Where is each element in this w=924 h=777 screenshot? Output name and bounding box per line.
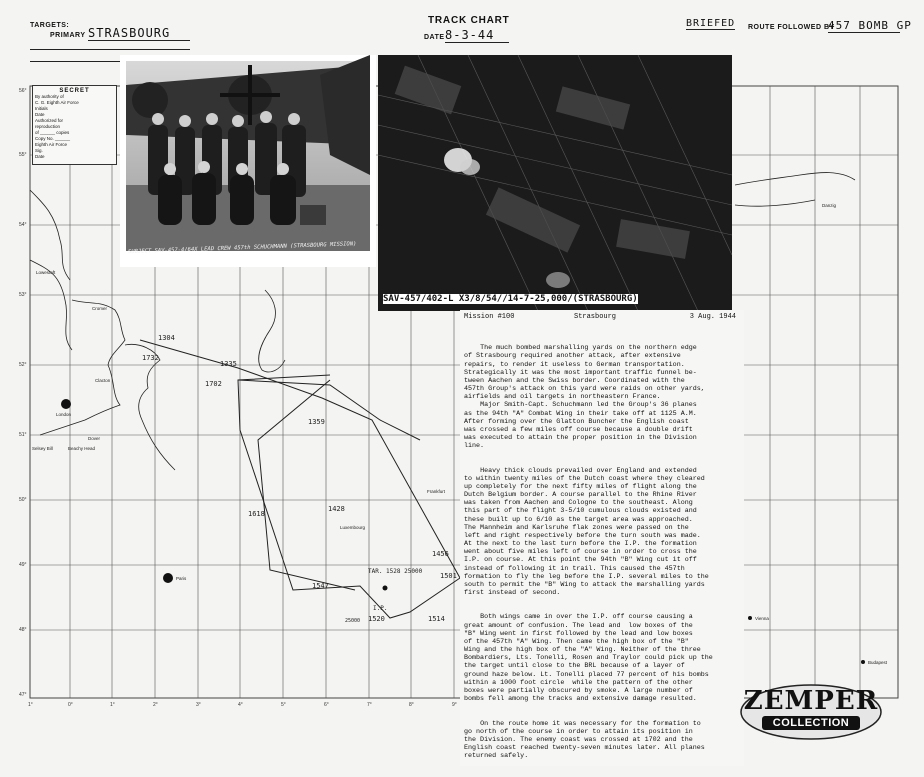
briefed-label: BRIEFED: [686, 18, 736, 29]
report-mission: Mission #100: [464, 313, 515, 321]
date-value: 8-3-44: [445, 28, 509, 43]
secret-line: By authority of: [35, 94, 64, 99]
lon-label: 1°: [110, 702, 115, 708]
place-london: London: [56, 412, 72, 417]
date-label: DATE: [424, 34, 445, 41]
lat-label: 49°: [19, 562, 27, 568]
aerial-photo-caption: SAV-457/402-L X3/8/54//14-7-25,000/(STRASBOURG): [383, 294, 638, 304]
place-danzig: Danzig: [822, 203, 837, 208]
report-paragraph: Heavy thick clouds prevailed over England and extended to within twenty miles of the Dutch coast where they cleared up completely for the next fifty miles of flight along the Dutch Belgium border. A course parallel to the Rhine River was taken from Aachen and Cologne to the southeast. Along this part of the flight 3-5/10 cumulous clouds existed and these built up to 6/10 as the target area was approached. The Mannheim and Karlsruhe flak zones were passed on the left and right respectively before the turn south was made. At the next to the last turn before the I.P. the formation went about five miles left of course in order to cross the I.P. on course. At this point the 94th "B" Wing cut it off instead of following it in trail. This caused the 457th formation to fly the leg before the I.P. several miles to the south to permit the "B" Wing to attack the marshalling yards first instead of second.: [464, 466, 709, 597]
altitude-label: 25000: [345, 618, 361, 624]
primary-target-value: STRASBOURG: [88, 26, 190, 41]
zemper-collection-logo: [738, 682, 884, 742]
report-paragraph: Both wings came in over the I.P. off course causing a great amount of confusion. The lead and low boxes of the "B" Wing went in first followed by the lead and low boxes of the 457th "A" Wing. Then came the high box of the "B" Wing and the high box of the "A" Wing. Neither of the three Bombardiers, Lts. Tonelli, Rosen and Traylor could pick up the the target until close to the BRL because of a layer of ground haze below. Lt. Tonelli placed 77 percent of his bombs within a 1000 foot circle while the pattern of the other boxes were partially obscured by smoke. A large number of bombs fell among the tracks and extensive damage resulted.: [464, 613, 713, 704]
city-dot: [748, 616, 752, 620]
place-cromer: Cromer: [92, 306, 108, 311]
place-clacton: Clacton: [95, 378, 111, 383]
secret-line: reproduction: [35, 124, 61, 129]
place-budapest: Budapest: [868, 660, 888, 665]
secret-line: of ______ copies: [35, 130, 70, 135]
ip-label: I.P.: [373, 605, 388, 612]
city-dot: [61, 399, 71, 409]
france-coast: [125, 344, 175, 470]
lon-label: 2°: [153, 702, 158, 708]
lon-label: 1°: [28, 702, 33, 708]
place-lowestoft: Lowestoft: [36, 270, 56, 275]
logo-text-top: ZEMPER: [743, 686, 879, 716]
time-label: 1547: [312, 582, 329, 590]
route-out: [140, 340, 460, 618]
secret-line: Date: [35, 112, 45, 117]
report-place: Strasbourg: [574, 313, 617, 321]
place-dover: Dover: [88, 436, 101, 441]
secret-stamp: [32, 85, 117, 165]
lat-label: 48°: [19, 627, 27, 633]
bomb-time-label: TAR. 1528 25000: [368, 568, 423, 575]
secret-line: C. G. Eighth Air Force: [35, 100, 79, 105]
lat-label: 53°: [19, 292, 27, 298]
lon-label: 5°: [281, 702, 286, 708]
aerial-photo-image: [378, 55, 732, 311]
crew-photo-caption: SUBJECT SAV-457-4/64X LEAD CREW 457th SCHUCHMANN (STRASBOURG MISSION): [127, 241, 357, 256]
report-body: [464, 328, 740, 777]
secret-title: SECRET: [59, 88, 90, 94]
route-followed-value: 457 BOMB GP: [828, 19, 912, 32]
chart-title: TRACK CHART: [428, 15, 510, 26]
targets-label: TARGETS:: [30, 22, 70, 29]
time-label: 1514: [428, 615, 445, 623]
lon-label: 8°: [409, 702, 414, 708]
lat-label: 52°: [19, 362, 27, 368]
city-dot: [163, 573, 173, 583]
lon-label: 3°: [196, 702, 201, 708]
lat-label: 54°: [19, 222, 27, 228]
place-vienna: Vienna: [755, 616, 769, 621]
place-selsey: Selsey Bill: [32, 446, 53, 451]
mission-report: [460, 310, 744, 766]
lat-label: 50°: [19, 497, 27, 503]
time-label: 1618: [248, 510, 265, 518]
lat-label: 56°: [19, 88, 27, 94]
lon-label: 0°: [68, 702, 73, 708]
route-track: [140, 340, 460, 618]
secret-line: Date: [35, 154, 45, 159]
report-paragraph: The much bombed marshalling yards on the northern edge of Strasbourg required another attack, after extensive repairs, to render it useless to German transportation. Strategically it was the most important traffic funnel be- tween Aachen and the Swiss border. Coordinated with the 457th Group's attack on this yard were raids on other yards, airfields and oil targets in northeastern France. Major Smith-Capt. Schuchmann led the Group's 36 planes as the 94th "A" Combat Wing in their take off at 1125 A.M. After forming over the Glatton Buncher the English coast was crossed a few miles off course because a double drift was executed to attain the proper position in the Division line.: [464, 344, 705, 451]
time-label: 1732: [142, 354, 159, 362]
route-followed-label: ROUTE FOLLOWED BY: [748, 24, 835, 31]
lon-label: 9°: [452, 702, 457, 708]
city-dot: [861, 660, 865, 664]
time-label: 1335: [220, 360, 237, 368]
lon-label: 7°: [367, 702, 372, 708]
route-leg: [238, 380, 420, 440]
lon-label: 6°: [324, 702, 329, 708]
time-label: 1456: [432, 550, 449, 558]
time-label: 1501: [440, 572, 457, 580]
secret-line: Authorized for: [35, 118, 64, 123]
time-label: 1359: [308, 418, 325, 426]
route-alt: [258, 380, 355, 590]
crew-photo: [120, 55, 376, 267]
place-frankfurt: Frankfurt: [427, 489, 446, 494]
lat-label: 51°: [19, 432, 27, 438]
time-label: 1428: [328, 505, 345, 513]
crew-photo-image: [120, 55, 376, 267]
report-date: 3 Aug. 1944: [689, 313, 736, 321]
aerial-recon-photo: [378, 55, 732, 311]
baltic-coast: [735, 173, 855, 185]
place-beachy: Beachy Head: [68, 446, 96, 451]
lon-label: 4°: [238, 702, 243, 708]
secret-line: Copy No. ______: [35, 136, 71, 141]
place-luxembourg: Luxembourg: [340, 525, 366, 530]
lat-label: 47°: [19, 692, 27, 698]
time-label: 1304: [158, 334, 175, 342]
place-paris: Paris: [176, 576, 187, 581]
secret-line: Eighth Air Force: [35, 142, 68, 147]
logo-text-bottom: COLLECTION: [762, 716, 860, 730]
primary-label: PRIMARY: [50, 32, 86, 39]
time-label: 1520: [368, 615, 385, 623]
secret-line: Initials: [35, 106, 48, 111]
dutch-coast: [259, 290, 285, 372]
lat-label: 55°: [19, 152, 27, 158]
time-label: 1702: [205, 380, 222, 388]
city-dot: [383, 586, 388, 591]
report-paragraph: On the route home it was necessary for the formation to go north of the course in order to attain its position in the Division. The enemy coast was crossed at 1702 and the English coast reached twenty-seven minutes later. All planes returned safely.: [464, 719, 705, 761]
secret-line: Sig.: [35, 148, 43, 153]
